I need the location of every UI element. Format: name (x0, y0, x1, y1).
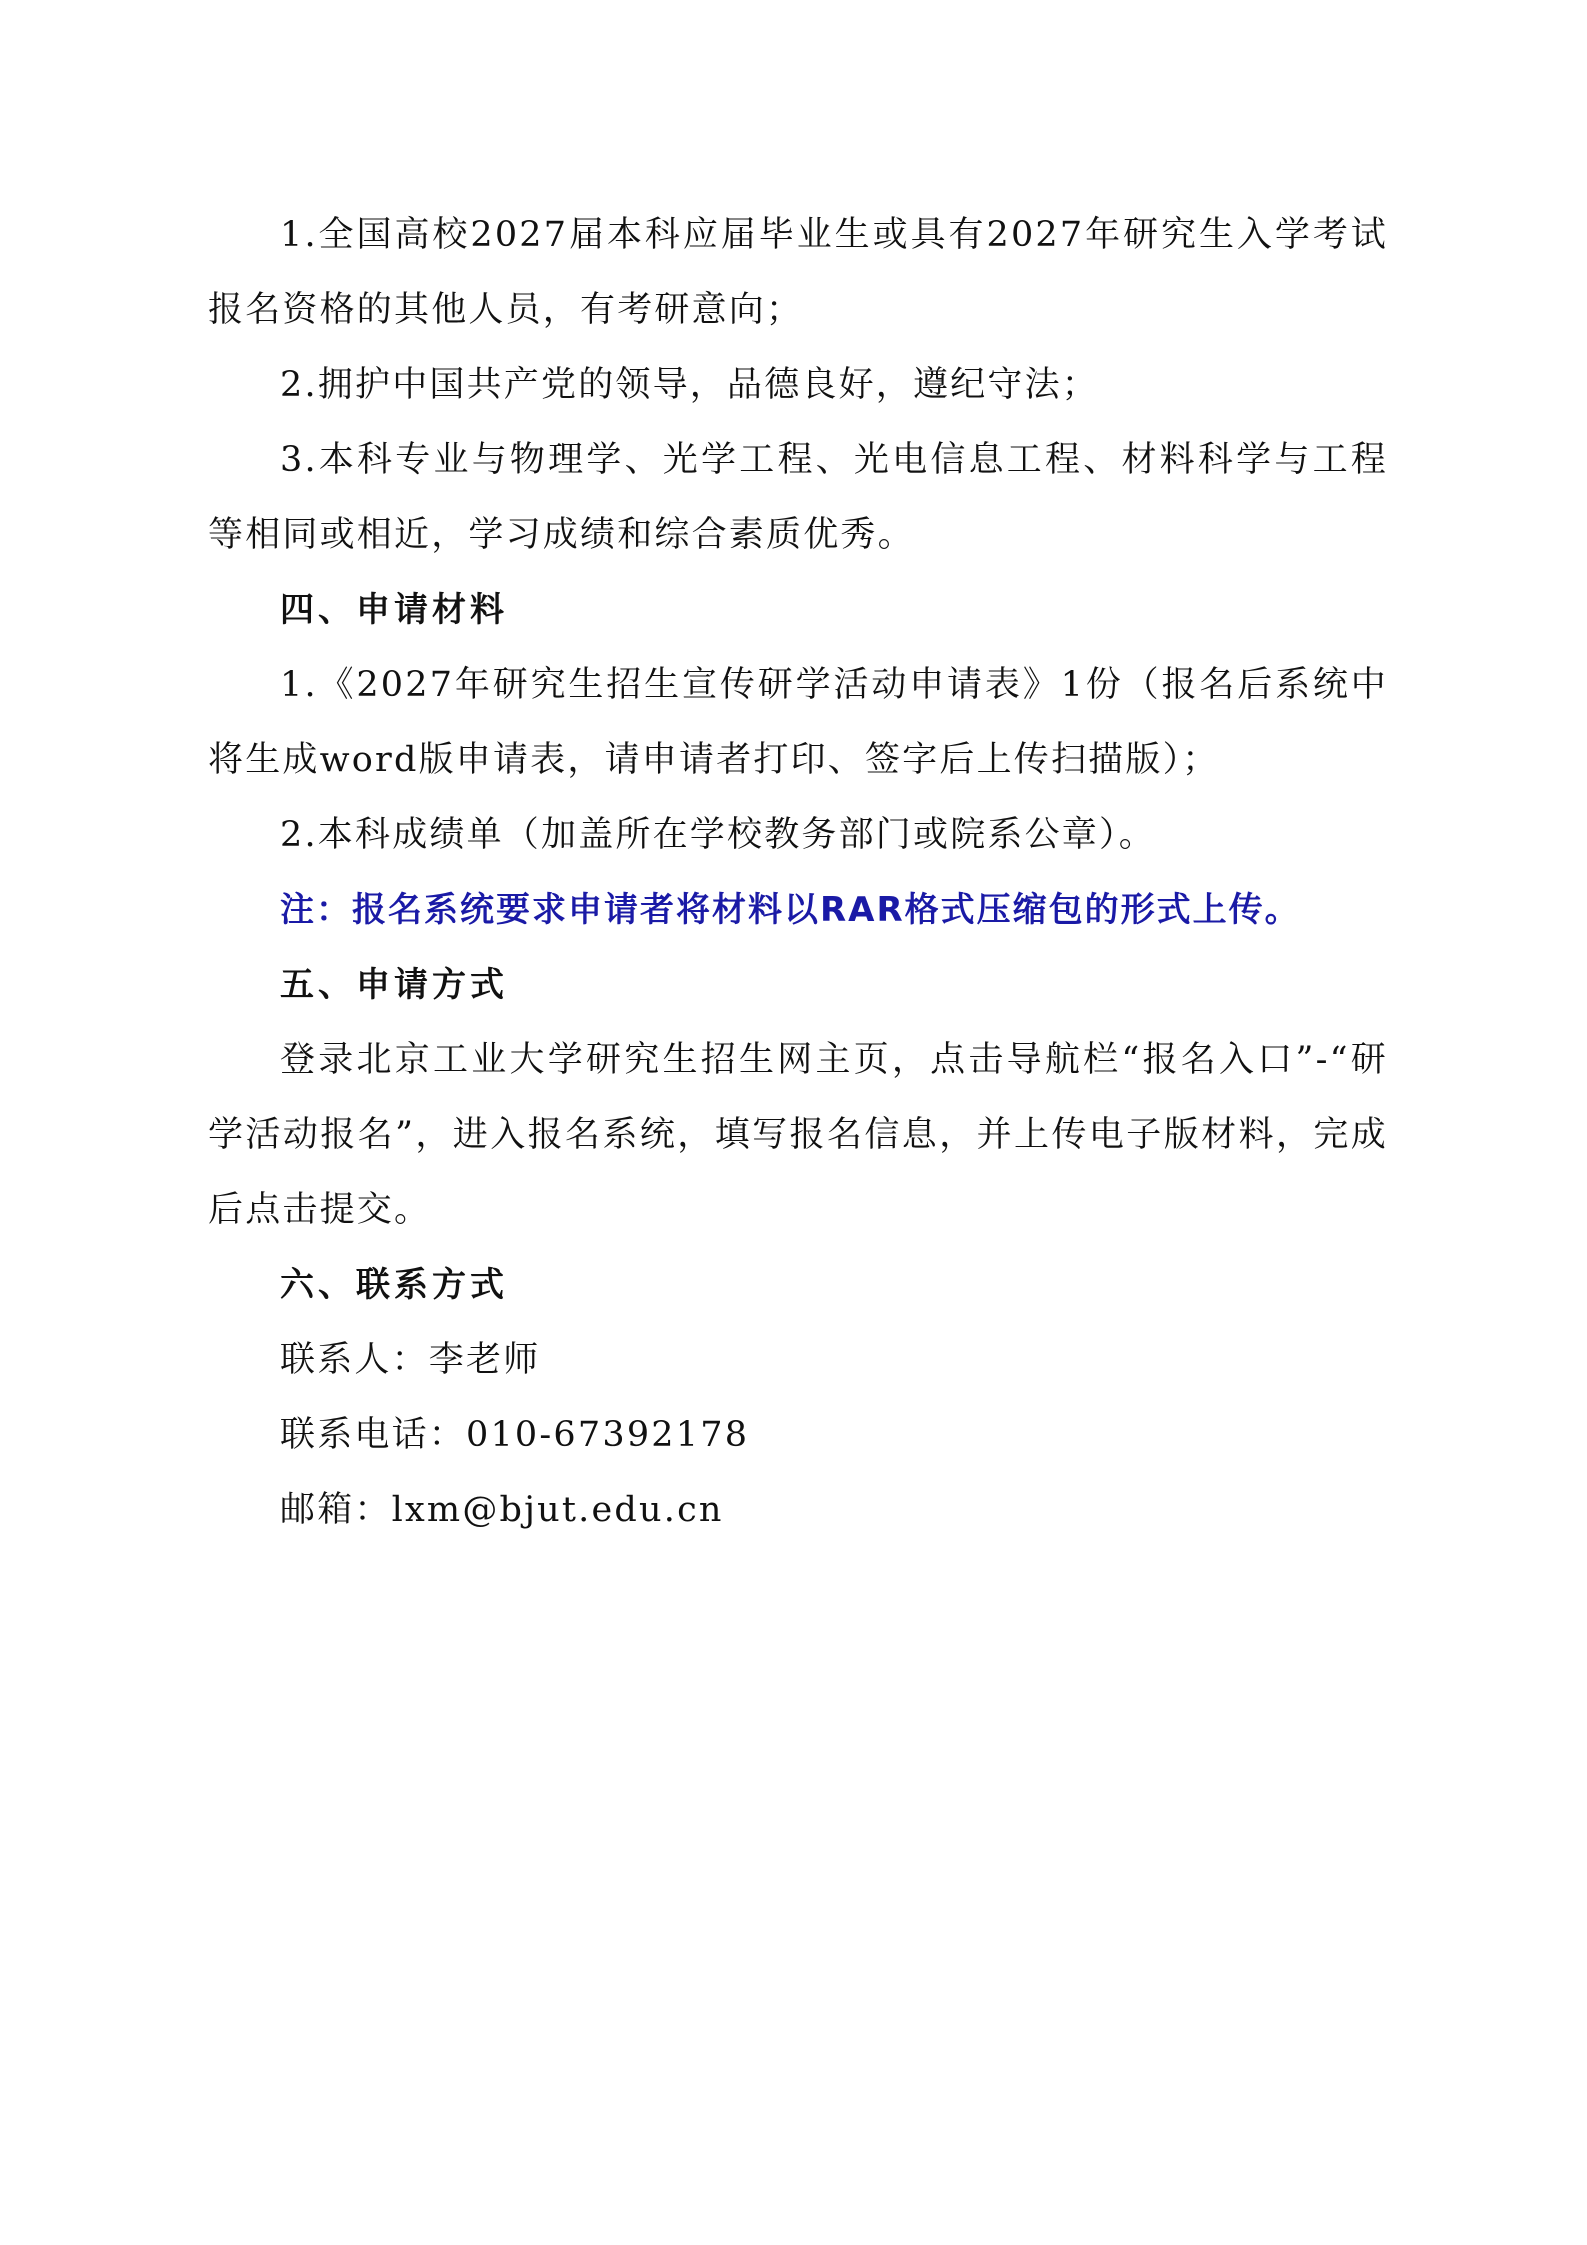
materials-item-1: 1.《2027年研究生招生宣传研学活动申请表》1份（报名后系统中将生成word版申请表，请申请者打印、签字后上传扫描版）； (208, 665, 1388, 780)
requirement-item-2: 2.拥护中国共产党的领导，品德良好，遵纪守法； (280, 365, 1099, 405)
contact-phone: 联系电话：010-67392178 (280, 1415, 750, 1455)
section-heading-application-method: 五、申请方式 (280, 965, 508, 1005)
section-heading-materials: 四、申请材料 (280, 590, 508, 630)
document-body (208, 198, 1388, 1548)
contact-person: 联系人：李老师 (280, 1340, 541, 1380)
requirement-item-3: 3.本科专业与物理学、光学工程、光电信息工程、材料科学与工程等相同或相近，学习成绩和综合素质优秀。 (208, 440, 1388, 555)
upload-note: 注：报名系统要求申请者将材料以RAR格式压缩包的形式上传。 (280, 890, 1301, 930)
section-heading-contact: 六、联系方式 (280, 1265, 508, 1305)
requirement-item-1: 1.全国高校2027届本科应届毕业生或具有2027年研究生入学考试报名资格的其他人员，有考研意向； (208, 215, 1388, 330)
application-method-text: 登录北京工业大学研究生招生网主页，点击导航栏“报名入口”-“研学活动报名”，进入报名系统，填写报名信息，并上传电子版材料，完成后点击提交。 (208, 1040, 1388, 1230)
contact-email: 邮箱：lxm@bjut.edu.cn (280, 1490, 724, 1530)
materials-item-2: 2.本科成绩单（加盖所在学校教务部门或院系公章）。 (280, 815, 1156, 855)
